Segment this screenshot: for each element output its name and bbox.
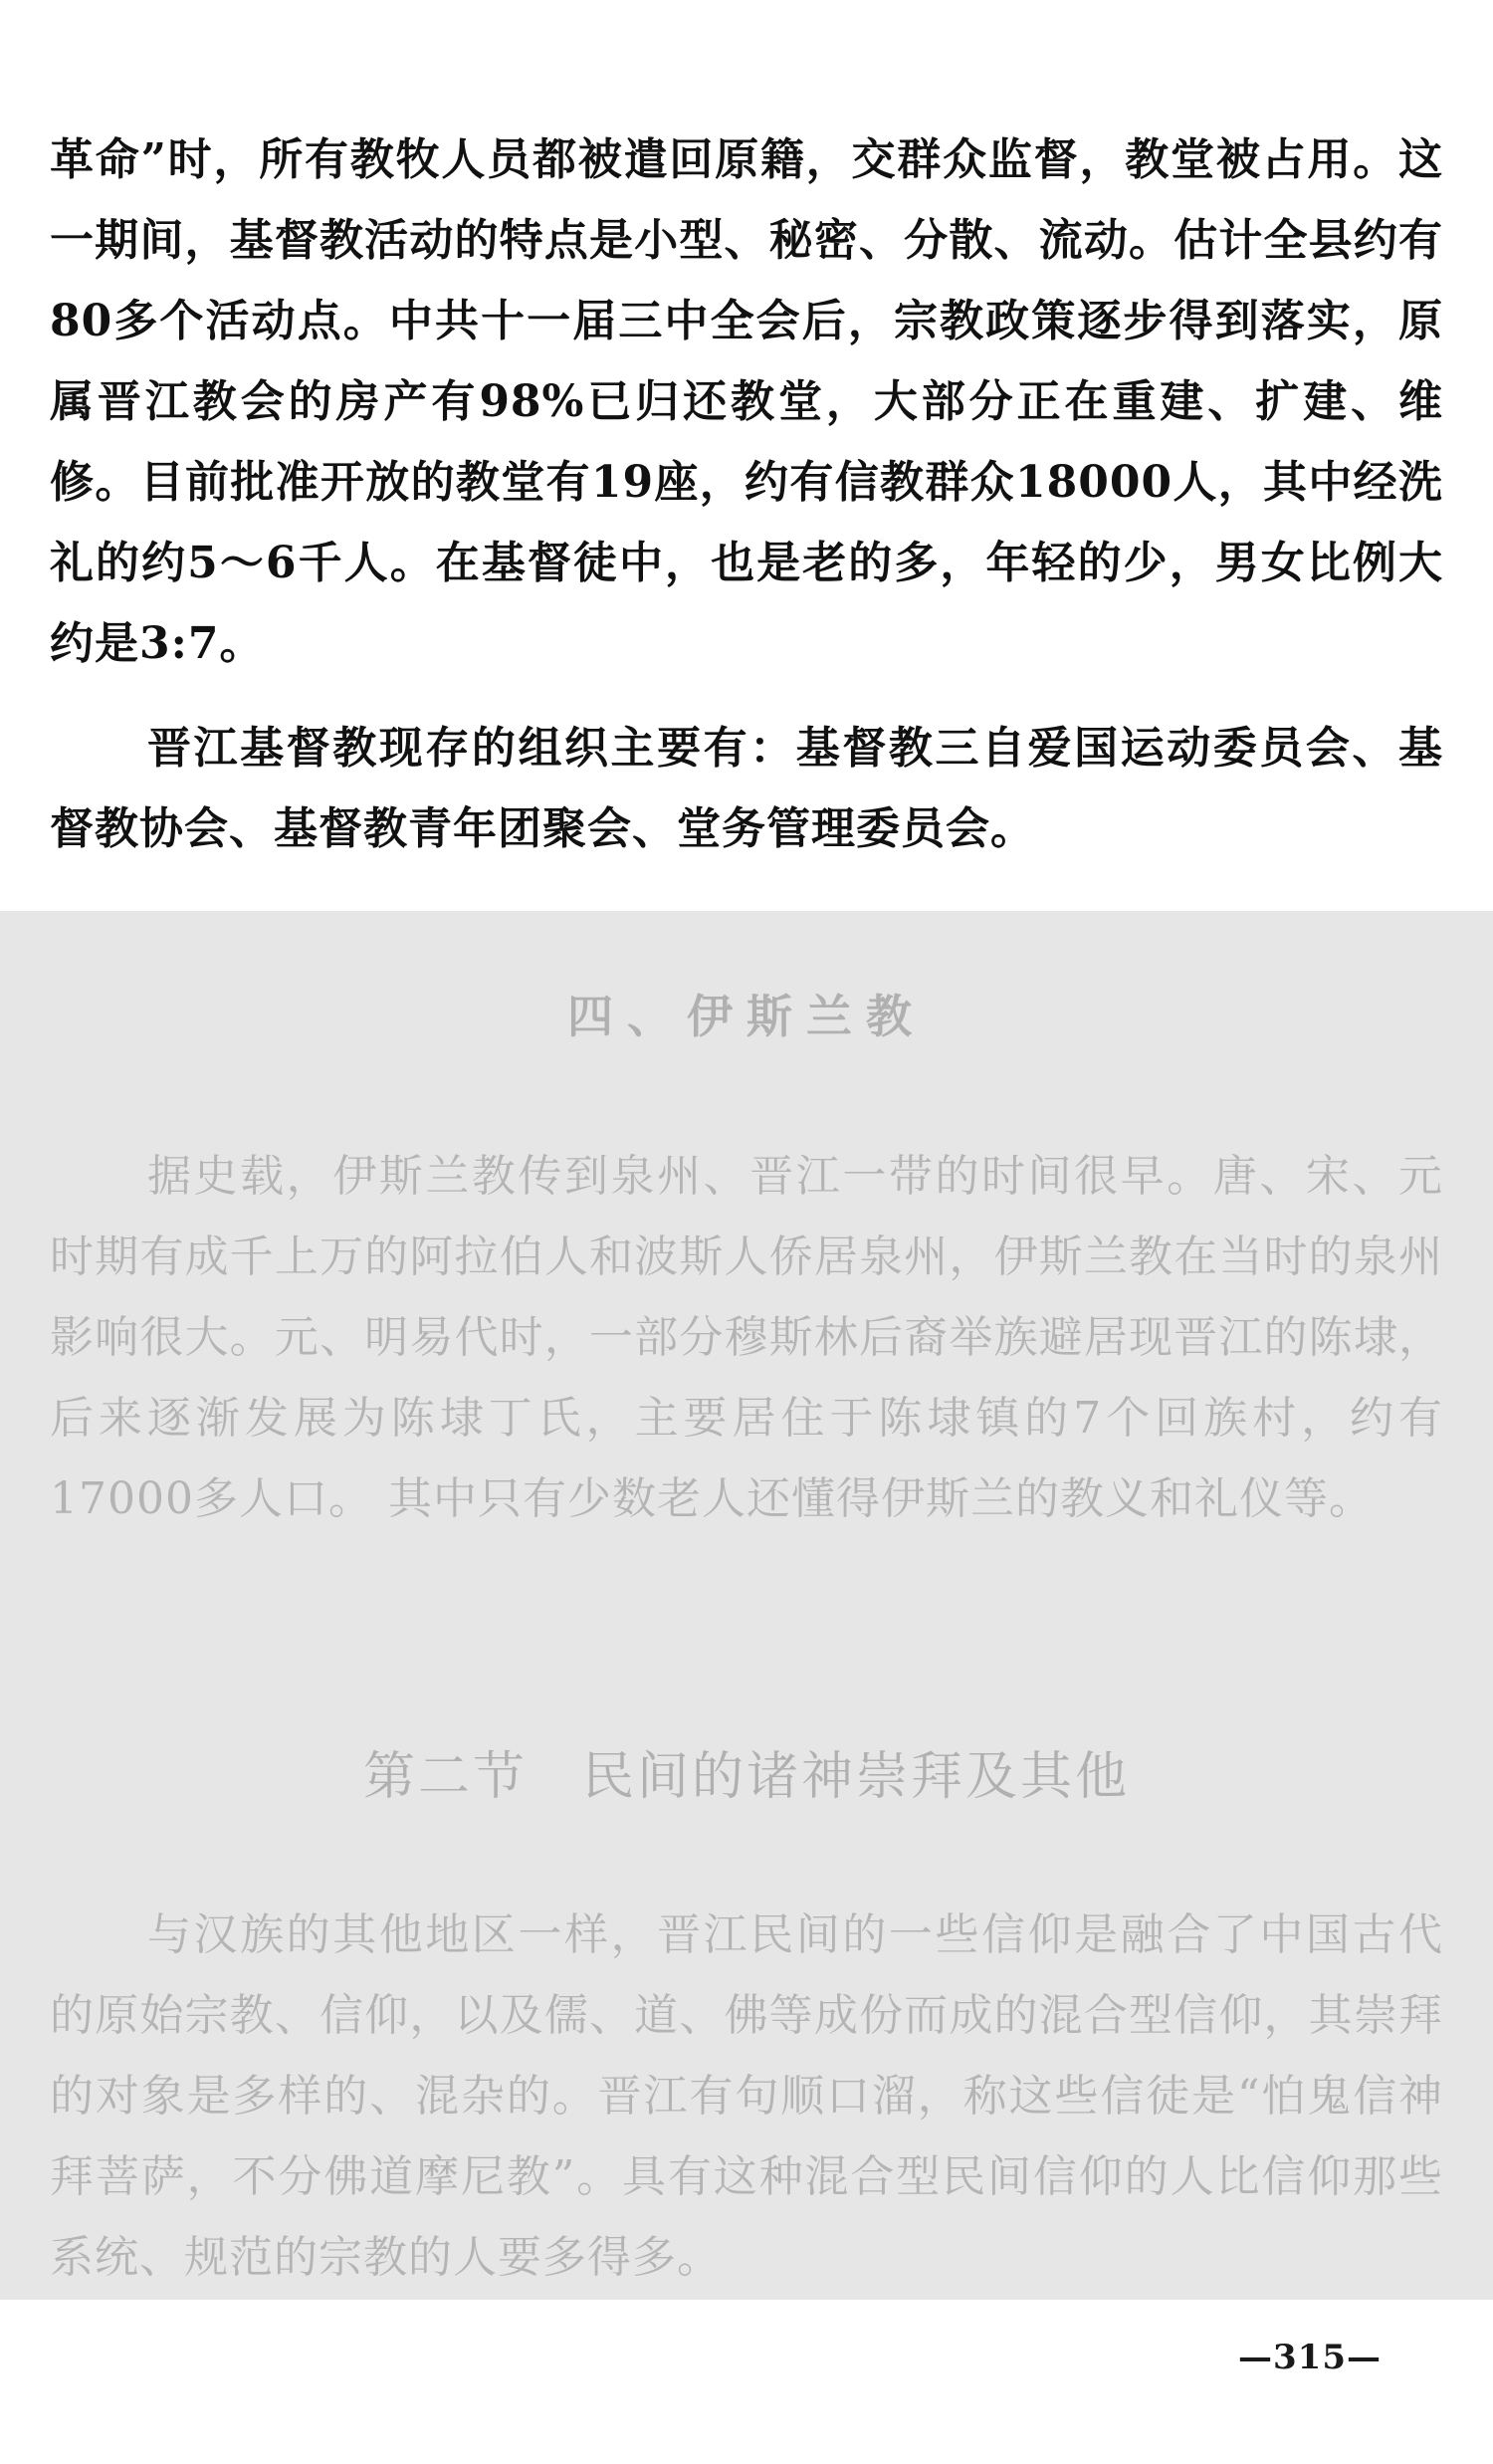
paragraph-folk-beliefs: 与汉族的其他地区一样，晋江民间的一些信仰是融合了中国古代的原始宗教、信仰，以及儒、道、佛等成份而成的混合型信仰，其崇拜的对象是多样的、混杂的。晋江有句顺口溜，称这些信徒是“怕鬼信神拜菩萨，不分佛道摩尼教”。具有这种混合型民间信仰的人比信仰那些系统、规范的宗教的人要多得多。 xyxy=(50,1909,1443,2283)
paragraph-christian-organizations: 晋江基督教现存的组织主要有：基督教三自爱国运动委员会、基督教协会、基督教青年团聚会、堂务管理委员会。 xyxy=(50,723,1443,854)
paragraph-islam: 据史载，伊斯兰教传到泉州、晋江一带的时间很早。唐、宋、元时期有成千上万的阿拉伯人和波斯人侨居泉州，伊斯兰教在当时的泉州影响很大。元、明易代时，一部分穆斯林后裔举族避居现晋江的陈埭，后来逐渐发展为陈埭丁氏，主要居住于陈埭镇的7个回族村，约有17000多人口。 其中只有少数老人还懂得伊斯兰的教义和礼仪等。 xyxy=(50,1151,1443,1524)
paragraph-christianity-history: 革命”时，所有教牧人员都被遣回原籍，交群众监督，教堂被占用。这一期间，基督教活动的特点是小型、秘密、分散、流动。估计全县约有80多个活动点。中共十一届三中全会后，宗教政策逐步得到落实，原属晋江教会的房产有98%已归还教堂，大部分正在重建、扩建、维修。目前批准开放的教堂有19座，约有信教群众18000人，其中经洗礼的约5～6千人。在基督徒中，也是老的多，年轻的少，男女比例大约是3:7。 xyxy=(50,134,1443,669)
chapter-heading-folk-worship: 第二节 民间的诸神崇拜及其他 xyxy=(362,1747,1130,1807)
section-heading-islam: 四、伊斯兰教 xyxy=(567,990,926,1043)
page-number: —315— xyxy=(1238,2338,1382,2377)
